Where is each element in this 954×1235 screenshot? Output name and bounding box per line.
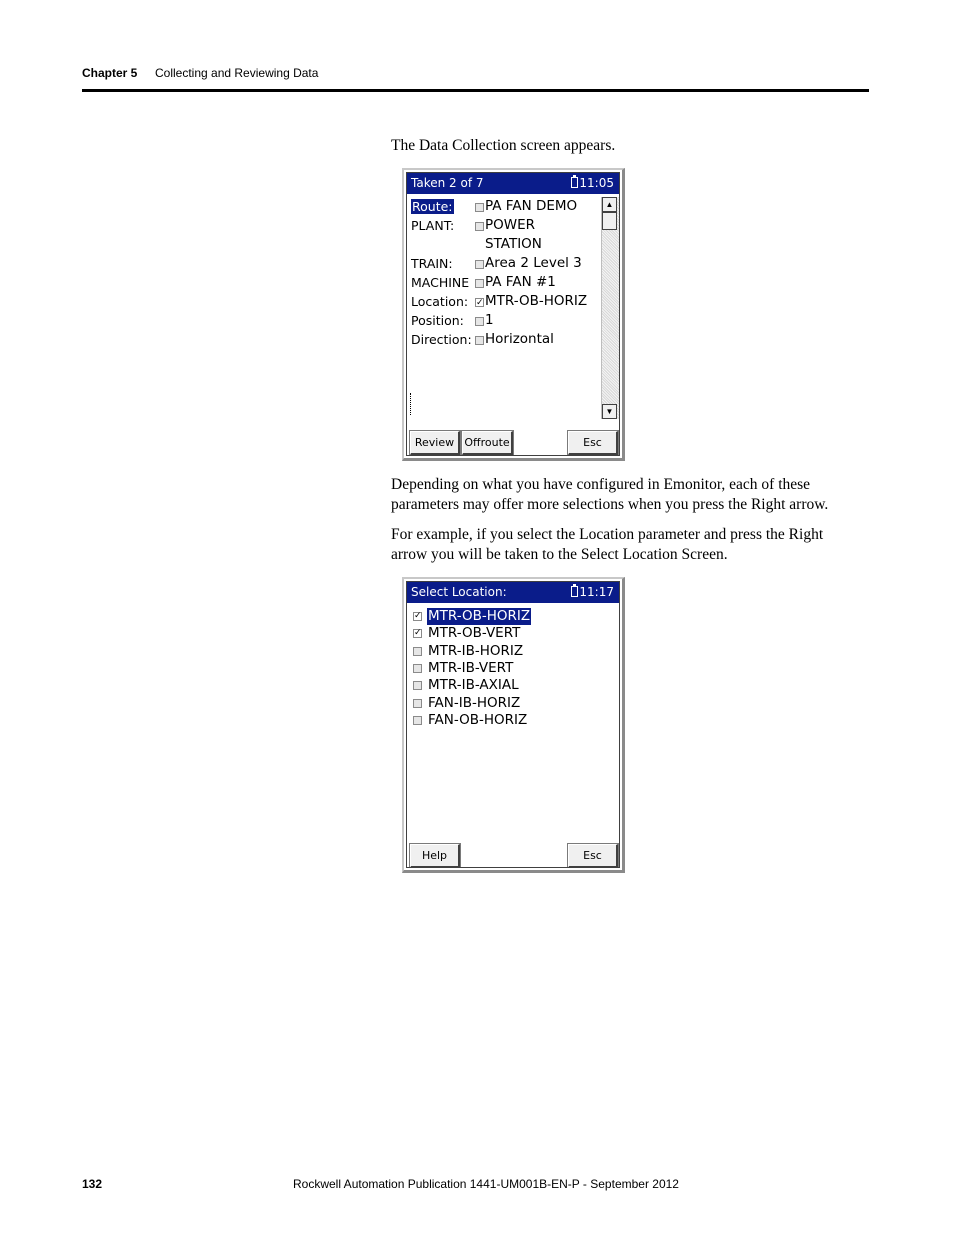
overflow-indicator bbox=[410, 393, 413, 415]
checkbox-icon[interactable] bbox=[475, 279, 484, 288]
checkbox-icon[interactable] bbox=[413, 716, 422, 725]
title-bar bbox=[407, 173, 619, 194]
publication-info: Rockwell Automation Publication 1441-UM001B-EN-P - September 2012 bbox=[293, 1177, 679, 1191]
field-value[interactable]: POWER bbox=[485, 217, 536, 233]
field-label: MACHINE bbox=[411, 275, 470, 290]
field-value[interactable]: Area 2 Level 3 bbox=[485, 255, 582, 271]
location-label: MTR-OB-VERT bbox=[428, 625, 521, 642]
field-value[interactable]: MTR-OB-HORIZ bbox=[485, 293, 588, 309]
checked-checkbox-icon[interactable]: ✓ bbox=[476, 297, 484, 307]
field-value[interactable]: Horizontal bbox=[485, 331, 554, 347]
header-rule bbox=[82, 89, 869, 92]
location-label: FAN-IB-HORIZ bbox=[428, 694, 521, 711]
location-label: FAN-OB-HORIZ bbox=[428, 711, 528, 728]
data-collection-screen bbox=[402, 168, 625, 461]
checkbox-icon[interactable] bbox=[475, 260, 484, 269]
esc-button[interactable]: Esc bbox=[568, 844, 618, 868]
field-label: PLANT: bbox=[411, 218, 455, 233]
location-label: MTR-IB-AXIAL bbox=[428, 677, 519, 694]
checkbox-icon[interactable] bbox=[475, 317, 484, 326]
field-value[interactable]: 1 bbox=[485, 312, 494, 328]
scrollbar[interactable] bbox=[601, 197, 619, 419]
clock: 11:17 bbox=[579, 585, 614, 599]
running-header bbox=[82, 66, 319, 80]
location-label: MTR-OB-HORIZ bbox=[428, 608, 531, 624]
paragraph-example: For example, if you select the Location parameter and press the Right arrow you will be taken to the Select Location Screen. bbox=[391, 526, 824, 563]
checkbox-icon[interactable] bbox=[413, 681, 422, 690]
field-label: Position: bbox=[411, 313, 464, 328]
screen-title: Taken 2 of 7 bbox=[411, 176, 484, 190]
paragraph-parameters: Depending on what you have configured in Emonitor, each of these parameters may offer more selections when you press the Right arrow. bbox=[391, 476, 829, 513]
location-label: MTR-IB-VERT bbox=[428, 659, 514, 676]
review-button[interactable]: Review bbox=[410, 431, 460, 455]
checkbox-icon[interactable] bbox=[413, 699, 422, 708]
checkbox-icon[interactable] bbox=[413, 664, 422, 673]
checkbox-icon[interactable] bbox=[413, 647, 422, 656]
location-label: MTR-IB-HORIZ bbox=[428, 642, 524, 659]
field-label: Route: bbox=[412, 199, 453, 214]
help-button[interactable]: Help bbox=[410, 844, 460, 868]
chapter-label: Chapter 5 bbox=[82, 66, 138, 80]
field-value-continued[interactable]: STATION bbox=[485, 236, 542, 252]
field-label: TRAIN: bbox=[411, 256, 453, 271]
paragraph-intro: The Data Collection screen appears. bbox=[391, 137, 616, 154]
checkbox-icon[interactable] bbox=[475, 222, 484, 231]
scroll-up-icon[interactable]: ▲ bbox=[602, 197, 617, 212]
checkbox-icon[interactable] bbox=[475, 203, 484, 212]
offroute-button[interactable]: Offroute bbox=[462, 431, 513, 455]
screen-title: Select Location: bbox=[411, 585, 507, 599]
esc-button[interactable]: Esc bbox=[568, 431, 618, 455]
field-value[interactable]: PA FAN #1 bbox=[485, 274, 556, 290]
select-location-screen bbox=[402, 577, 625, 873]
battery-icon bbox=[571, 586, 578, 597]
checked-checkbox-icon[interactable]: ✓ bbox=[414, 611, 422, 621]
field-label: Location: bbox=[411, 294, 469, 309]
scroll-thumb[interactable] bbox=[602, 212, 617, 230]
title-bar bbox=[407, 582, 619, 603]
battery-icon bbox=[571, 177, 578, 188]
checked-checkbox-icon[interactable]: ✓ bbox=[414, 628, 422, 639]
checkbox-icon[interactable] bbox=[475, 336, 484, 345]
field-label: Direction: bbox=[411, 332, 472, 347]
scroll-down-icon[interactable]: ▼ bbox=[602, 404, 617, 419]
section-title: Collecting and Reviewing Data bbox=[155, 66, 319, 80]
clock: 11:05 bbox=[579, 176, 614, 190]
field-value[interactable]: PA FAN DEMO bbox=[485, 198, 578, 214]
page-number: 132 bbox=[82, 1177, 103, 1191]
